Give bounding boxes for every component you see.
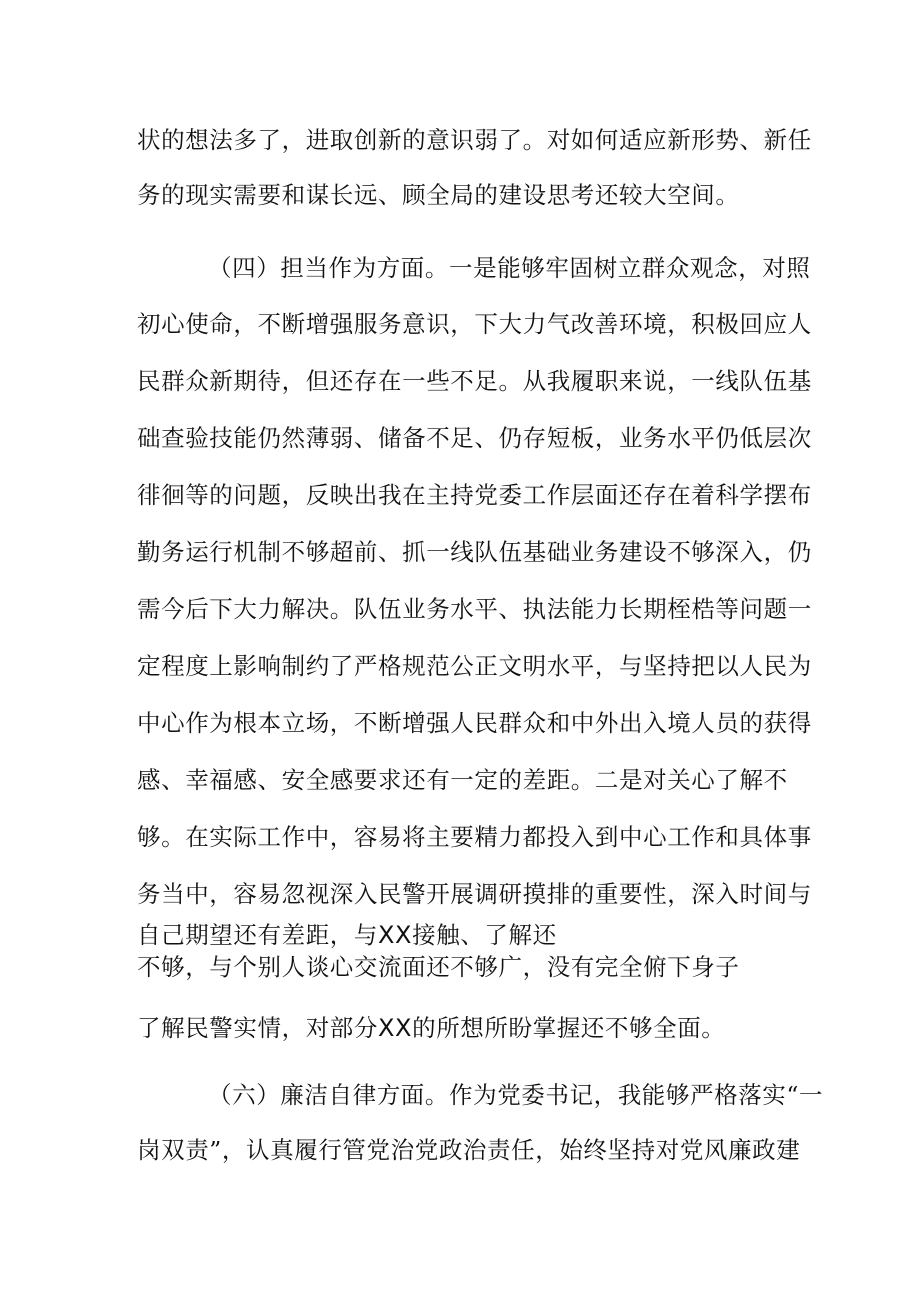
text-line: 中心作为根本立场，不断增强人民群众和中外出入境人员的获得 xyxy=(137,709,812,737)
text-line: 务的现实需要和谋长远、顾全局的建设思考还较大空间。 xyxy=(137,181,740,209)
text-line-with-placeholder xyxy=(137,1013,725,1043)
text-line: 础查验技能仍然薄弱、储备不足、仍存短板，业务水平仍低层次 xyxy=(137,424,812,452)
placeholder-xx: XX xyxy=(378,921,413,949)
text-segment: 自己期望还有差距，与 xyxy=(137,921,378,949)
paragraph-heading-line: （六）廉洁自律方面。作为党委书记，我能够严格落实“一 xyxy=(208,1081,824,1109)
text-line: 感、幸福感、安全感要求还有一定的差距。二是对关心了解不 xyxy=(137,766,788,794)
text-segment: 的所想所盼掌握还不够全面。 xyxy=(412,1014,726,1042)
text-segment: 接触、了解还 xyxy=(412,921,557,949)
text-line: 勤务运行机制不够超前、抓一线队伍基础业务建设不够深入，仍 xyxy=(137,538,812,566)
text-line: 需今后下大力解决。队伍业务水平、执法能力长期桎梏等问题一 xyxy=(137,595,812,623)
text-line: 够。在实际工作中，容易将主要精力都投入到中心工作和具体事 xyxy=(137,823,812,851)
text-line: 定程度上影响制约了严格规范公正文明水平，与坚持把以人民为 xyxy=(137,652,812,680)
text-segment: 了解民警实情，对部分 xyxy=(137,1014,378,1042)
text-line: 徘徊等的问题，反映出我在主持党委工作层面还存在着科学摆布 xyxy=(137,481,812,509)
text-line-with-placeholder xyxy=(137,920,557,950)
text-line: 初心使命，不断增强服务意识，下大力气改善环境，积极回应人 xyxy=(137,310,812,338)
placeholder-xx: XX xyxy=(378,1014,413,1042)
text-line: 状的想法多了，进取创新的意识弱了。对如何适应新形势、新任 xyxy=(137,126,812,154)
text-line: 岗双责”，认真履行管党治党政治责任，始终坚持对党风廉政建 xyxy=(137,1136,801,1164)
text-line: 务当中，容易忽视深入民警开展调研摸排的重要性，深入时间与 xyxy=(137,880,812,908)
paragraph-heading-line: （四）担当作为方面。一是能够牢固树立群众观念，对照 xyxy=(208,254,811,282)
text-line: 不够，与个别人谈心交流面还不够广，没有完全俯下身子 xyxy=(137,953,740,981)
text-line: 民群众新期待，但还存在一些不足。从我履职来说，一线队伍基 xyxy=(137,367,812,395)
